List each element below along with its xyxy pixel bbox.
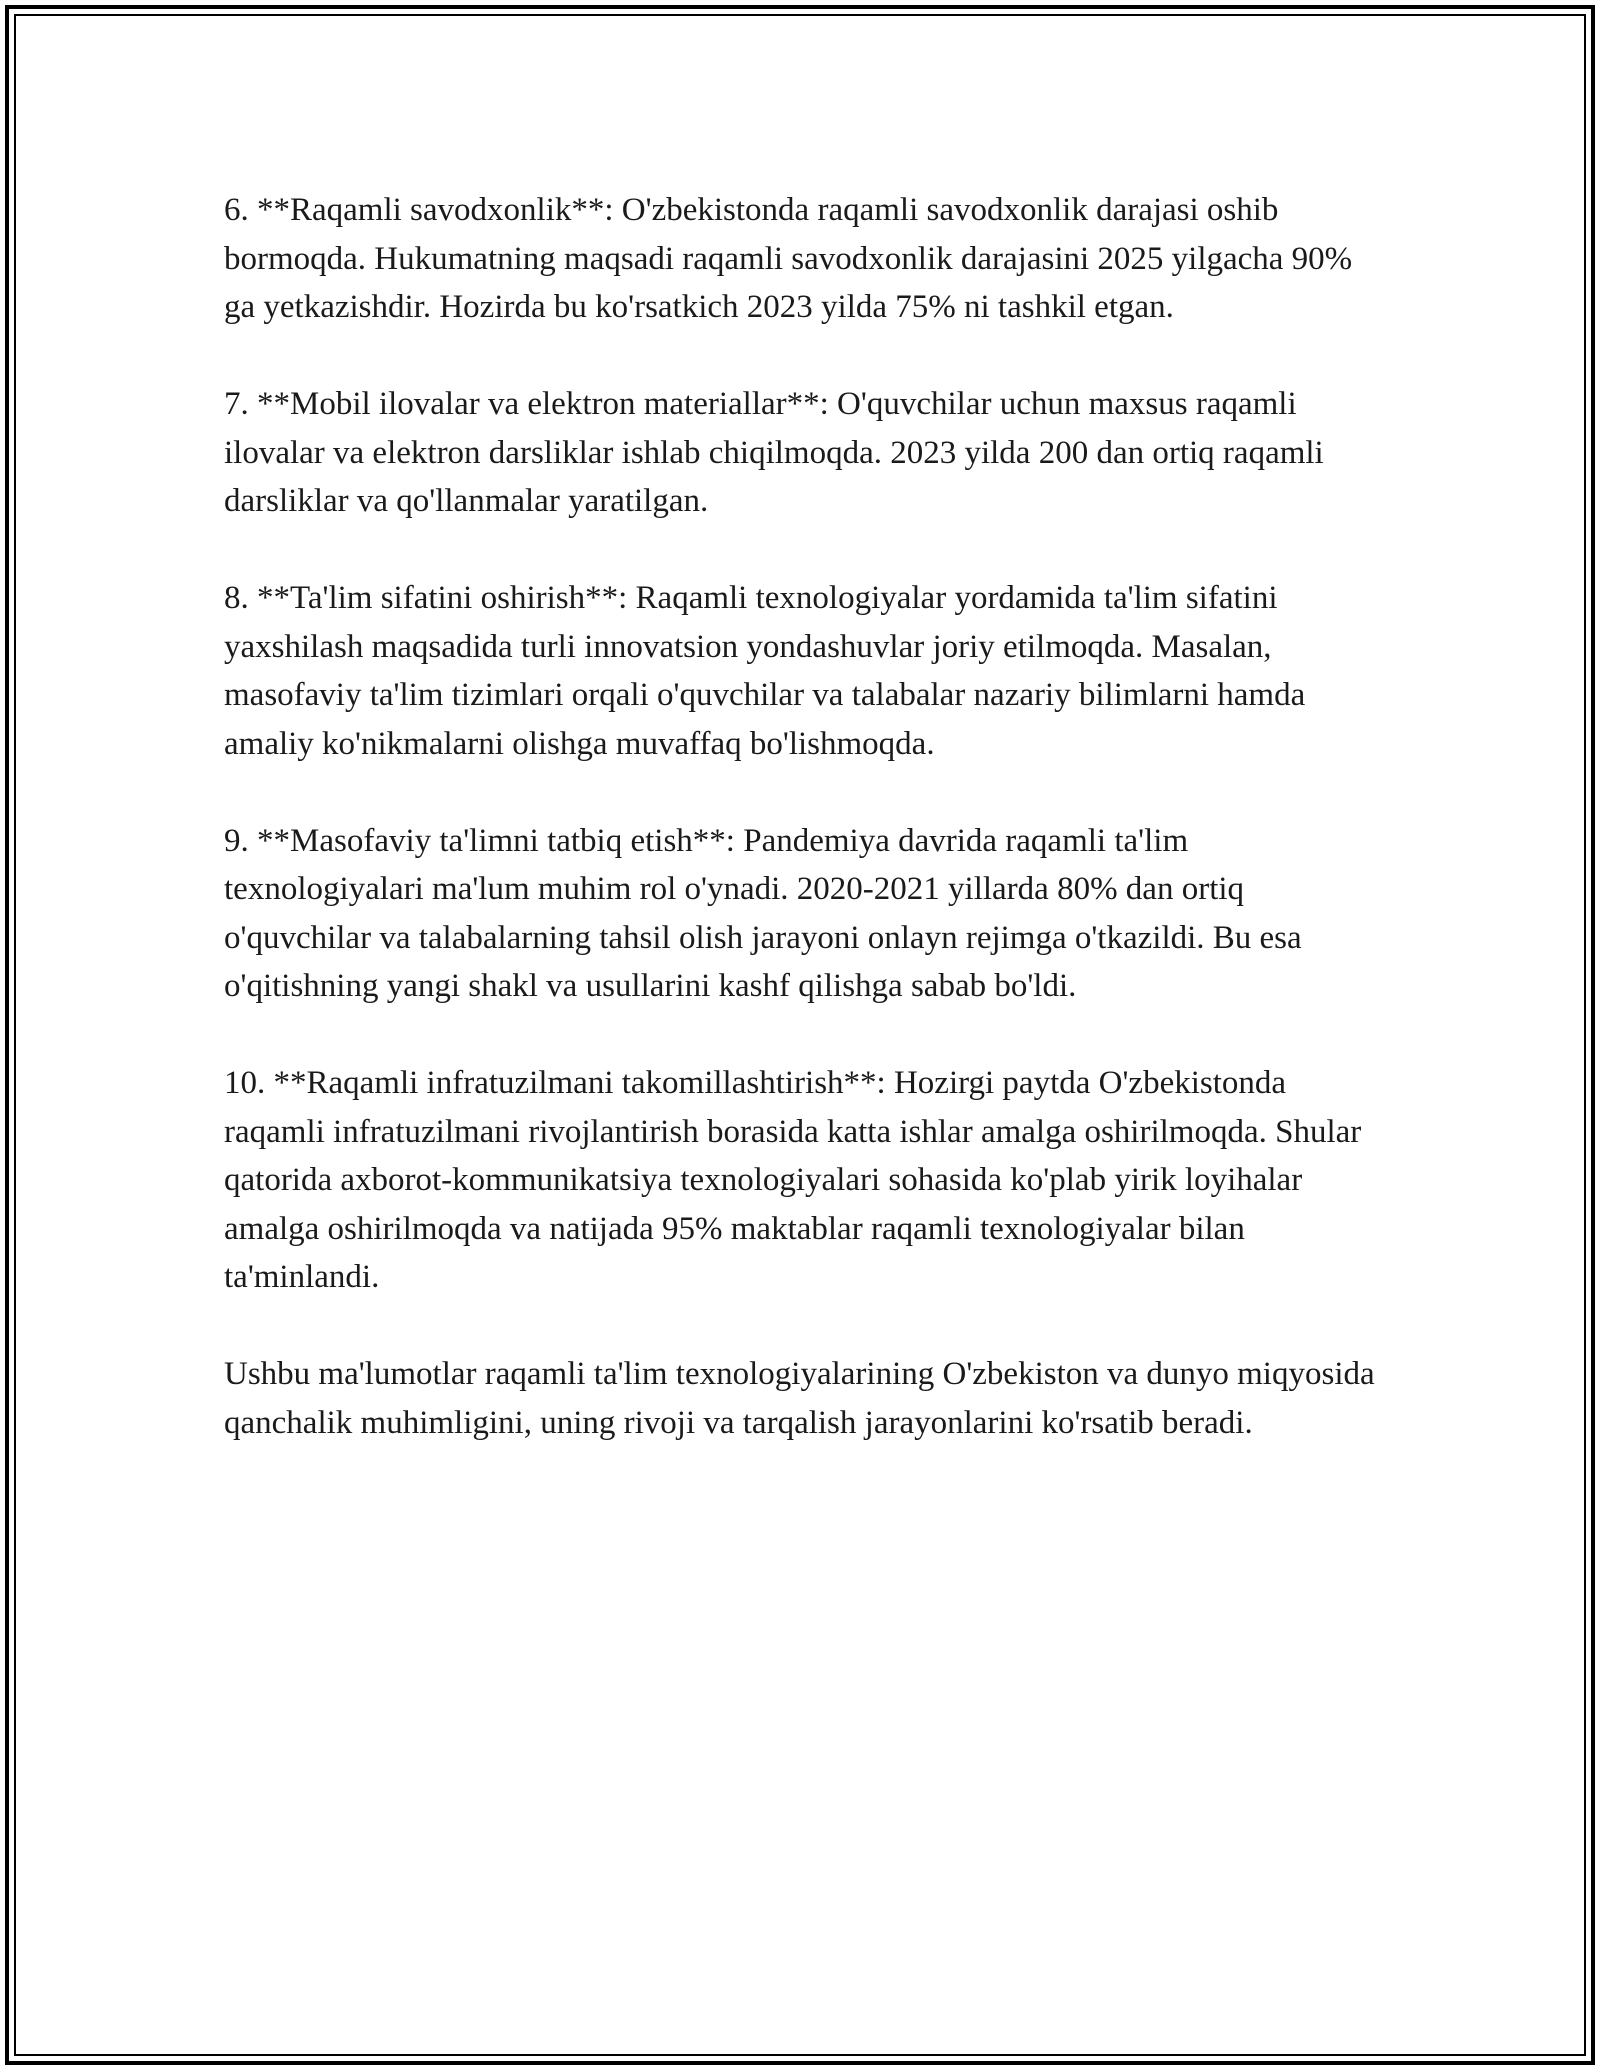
paragraph-digital-infrastructure: 10. **Raqamli infratuzilmani takomillashtirish**: Hozirgi paytda O'zbekistonda raqamli infratuzilmani rivojlantirish borasida katta ishlar amalga oshirilmoqda. Shular qatorida axborot-kommunikatsiya texnologiyalari sohasida ko'plab yirik loyihalar amalga oshirilmoqda va natijada 95% maktablar raqamli texnologiyalar bilan ta'minlandi. bbox=[224, 1065, 1362, 1295]
paragraph-conclusion: Ushbu ma'lumotlar raqamli ta'lim texnologiyalarining O'zbekiston va dunyo miqyosida qanchalik muhimligini, uning rivoji va tarqalish jarayonlarini ko'rsatib beradi. bbox=[224, 1356, 1375, 1441]
document-body bbox=[224, 186, 1384, 1496]
paragraph-mobile-apps: 7. **Mobil ilovalar va elektron materiallar**: O'quvchilar uchun maxsus raqamli ilovalar va elektron darsliklar ishlab chiqilmoqda. 2023 yilda 200 dan ortiq raqamli darsliklar va qo'llanmalar yaratilgan. bbox=[224, 386, 1324, 519]
paragraph-digital-literacy: 6. **Raqamli savodxonlik**: O'zbekistonda raqamli savodxonlik darajasi oshib bormoqda. Hukumatning maqsadi raqamli savodxonlik darajasini 2025 yilgacha 90% ga yetkazishdir. Hozirda bu ko'rsatkich 2023 yilda 75% ni tashkil etgan. bbox=[224, 192, 1353, 325]
paragraph-distance-learning: 9. **Masofaviy ta'limni tatbiq etish**: Pandemiya davrida raqamli ta'lim texnologiyalari ma'lum muhim rol o'ynadi. 2020-2021 yillarda 80% dan ortiq o'quvchilar va talabalarning tahsil olish jarayoni onlayn rejimga o'tkazildi. Bu esa o'qitishning yangi shakl va usullarini kashf qilishga sabab bo'ldi. bbox=[224, 822, 1302, 1004]
paragraph-education-quality: 8. **Ta'lim sifatini oshirish**: Raqamli texnologiyalar yordamida ta'lim sifatini yaxshilash maqsadida turli innovatsion yondashuvlar joriy etilmoqda. Masalan, masofaviy ta'lim tizimlari orqali o'quvchilar va talabalar nazariy bilimlarni hamda amaliy ko'nikmalarni olishga muvaffaq bo'lishmoqda. bbox=[224, 580, 1306, 762]
